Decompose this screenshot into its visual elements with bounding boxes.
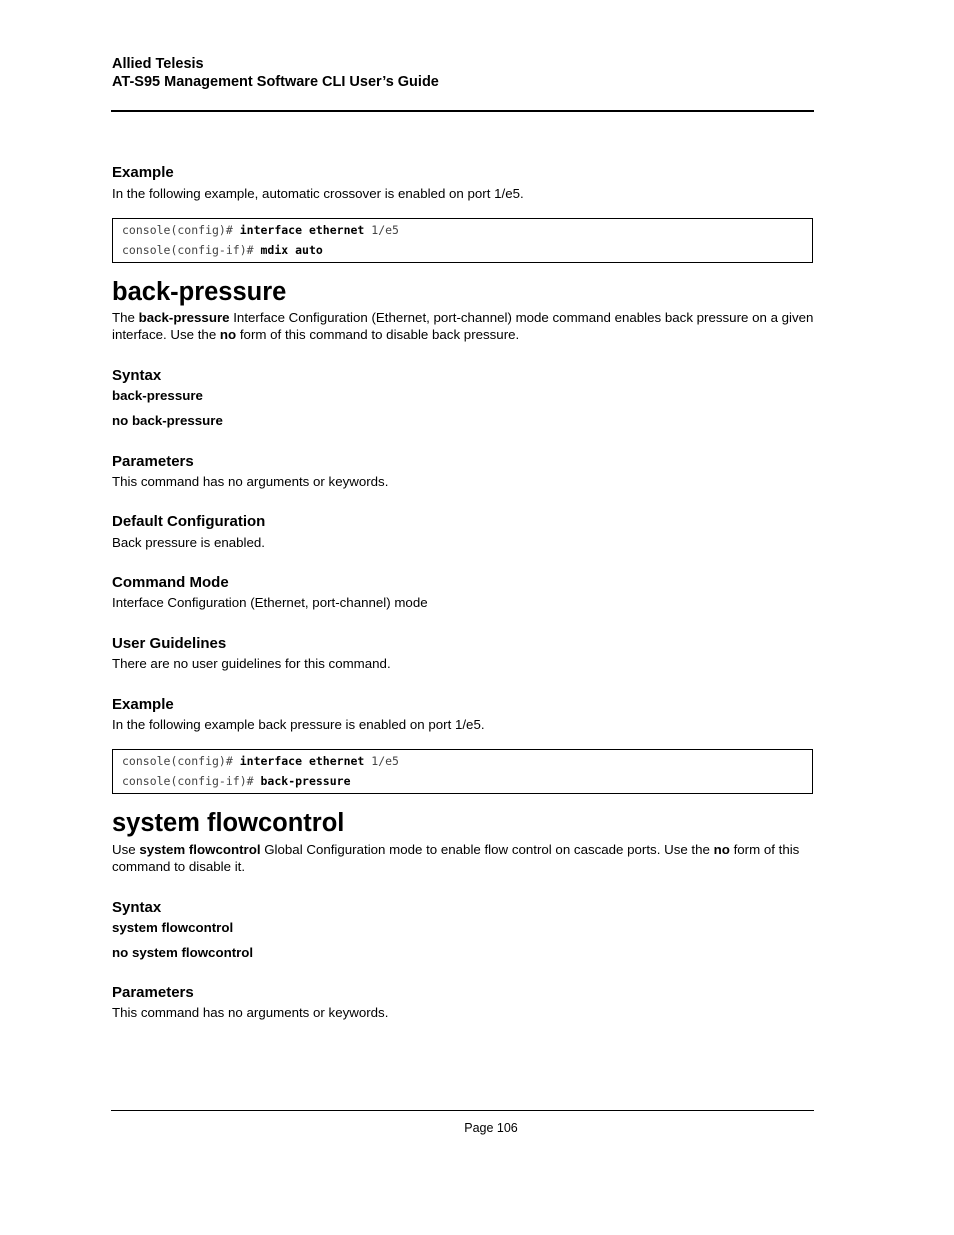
bp-guidelines-heading: User Guidelines	[112, 635, 227, 652]
bp-default-heading: Default Configuration	[112, 513, 266, 530]
bp-parameters-text: This command has no arguments or keywords.	[112, 474, 389, 489]
sf-syntax-no-command: no system flowcontrol	[112, 945, 254, 960]
bp-syntax-heading: Syntax	[112, 367, 162, 384]
system-flowcontrol-title: system flowcontrol	[112, 809, 345, 837]
code-prompt: console(config-if)#	[122, 243, 254, 257]
back-pressure-intro: The back-pressure Interface Configuration (Ethernet, port-channel) mode command enables back pressure on a given interface. Use the no form of this command to disable back pressure.	[112, 310, 814, 342]
sf-syntax-command: system flowcontrol	[112, 920, 234, 935]
bp-example-text: In the following example back pressure is enabled on port 1/e5.	[112, 717, 485, 732]
footer-rule	[111, 1110, 814, 1111]
page-number: Page 106	[464, 1121, 518, 1135]
prev-example-heading: Example	[112, 164, 174, 181]
bp-mode-text: Interface Configuration (Ethernet, port-channel) mode	[112, 595, 428, 610]
sf-parameters-text: This command has no arguments or keywords.	[112, 1005, 389, 1020]
code-prompt: console(config)#	[122, 223, 233, 237]
code-line	[122, 773, 351, 789]
system-flowcontrol-intro: Use system flowcontrol Global Configuration mode to enable flow control on cascade ports. Use the no form of this command to disable it.	[112, 842, 800, 874]
code-line	[122, 222, 399, 238]
bp-mode-heading: Command Mode	[112, 574, 229, 591]
code-command: interface ethernet	[239, 223, 365, 237]
code-argument: 1/e5	[371, 754, 399, 768]
prev-example-text: In the following example, automatic crossover is enabled on port 1/e5.	[112, 186, 524, 201]
sf-parameters-heading: Parameters	[112, 984, 194, 1001]
bp-example-heading: Example	[112, 696, 174, 713]
header-company: Allied Telesis	[112, 56, 204, 72]
code-prompt: console(config-if)#	[122, 774, 254, 788]
prev-example-code-block	[112, 218, 813, 263]
back-pressure-title: back-pressure	[112, 278, 287, 306]
code-command: mdix auto	[260, 243, 323, 257]
bp-default-text: Back pressure is enabled.	[112, 535, 265, 550]
bp-syntax-no-command: no back-pressure	[112, 413, 223, 428]
code-argument: 1/e5	[371, 223, 399, 237]
bp-syntax-command: back-pressure	[112, 388, 203, 403]
bp-guidelines-text: There are no user guidelines for this command.	[112, 656, 391, 671]
code-line	[122, 242, 323, 258]
code-prompt: console(config)#	[122, 754, 233, 768]
header-guide-title: AT-S95 Management Software CLI User’s Guide	[112, 74, 439, 90]
header-rule	[111, 110, 814, 112]
bp-example-code-block	[112, 749, 813, 794]
bp-parameters-heading: Parameters	[112, 453, 194, 470]
sf-syntax-heading: Syntax	[112, 899, 162, 916]
code-command: interface ethernet	[239, 754, 365, 768]
code-command: back-pressure	[260, 774, 351, 788]
code-line	[122, 753, 399, 769]
